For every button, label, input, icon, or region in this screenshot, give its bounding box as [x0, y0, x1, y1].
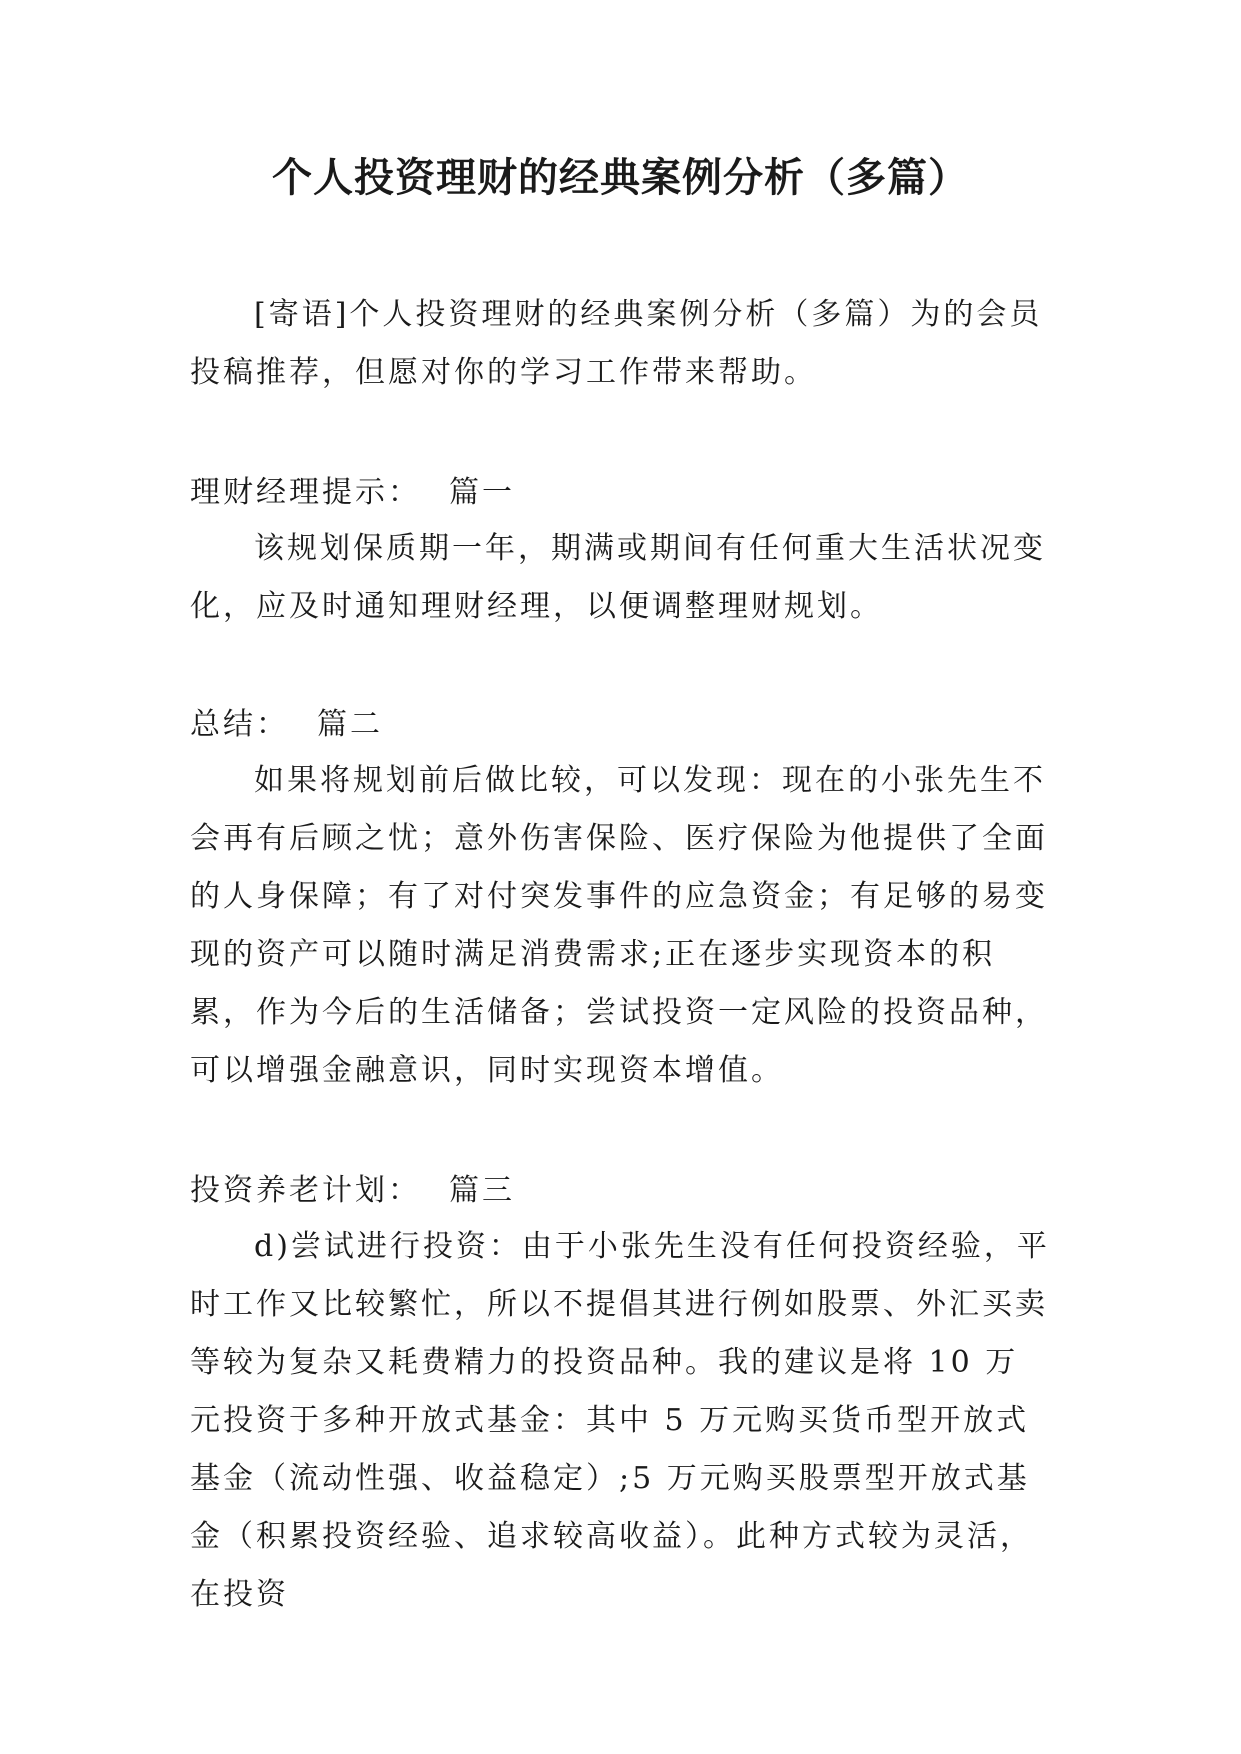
section-part: 篇二	[317, 707, 383, 742]
section-part: 篇一	[449, 475, 515, 510]
section-part: 篇三	[449, 1173, 515, 1208]
section-body-3: d)尝试进行投资：由于小张先生没有任何投资经验，平时工作又比较繁忙，所以不提倡其进行例如股票、外汇买卖等较为复杂又耗费精力的投资品种。我的建议是将 10 万元投资于多种开放式基金：其中 5 万元购买货币型开放式基金（流动性强、收益稳定）;5 万元购买股票型开放式基金（积累投资经验、追求较高收益）。此种方式较为灵活，在投资	[190, 1229, 1050, 1612]
section-heading-3	[190, 1162, 1050, 1220]
intro-paragraph: [寄语]个人投资理财的经典案例分析（多篇）为的会员投稿推荐，但愿对你的学习工作带来帮助。	[190, 297, 1043, 390]
section-heading-2	[190, 696, 1050, 754]
section-heading-1	[190, 464, 1050, 522]
section-label: 总结：	[190, 707, 289, 742]
document-title: 个人投资理财的经典案例分析（多篇）	[272, 155, 969, 201]
section-label: 理财经理提示：	[190, 475, 421, 510]
section-label: 投资养老计划：	[190, 1173, 421, 1208]
section-body-1: 该规划保质期一年，期满或期间有任何重大生活状况变化，应及时通知理财经理，以便调整理财规划。	[190, 531, 1046, 624]
section-body-2: 如果将规划前后做比较，可以发现：现在的小张先生不会再有后顾之忧；意外伤害保险、医疗保险为他提供了全面的人身保障；有了对付突发事件的应急资金；有足够的易变现的资产可以随时满足消费需求;正在逐步实现资本的积累，作为今后的生活储备；尝试投资一定风险的投资品种，可以增强金融意识，同时实现资本增值。	[190, 763, 1048, 1088]
